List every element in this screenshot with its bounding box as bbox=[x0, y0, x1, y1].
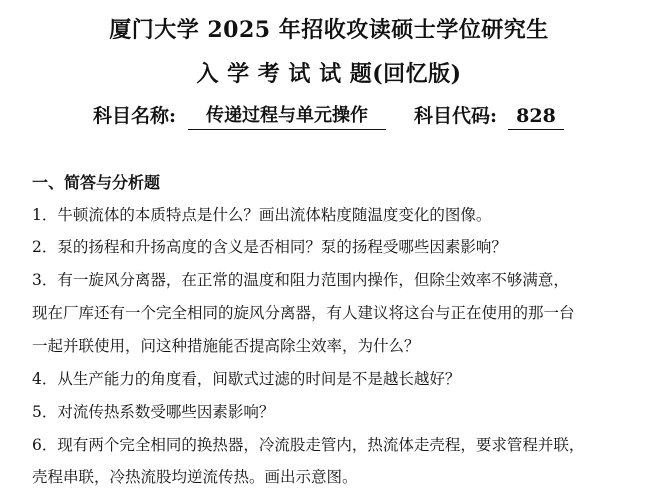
question-4: 4．从生产能力的角度看，间歇式过滤的时间是不是越长越好？ bbox=[32, 370, 461, 388]
subject-name-label: 科目名称: bbox=[93, 105, 177, 127]
question-6-line-2: 壳程串联，冷热流股均逆流传热。画出示意图。 bbox=[32, 468, 358, 486]
question-3-line-1: 3．有一旋风分离器，在正常的温度和阻力范围内操作，但除尘效率不够满意， bbox=[32, 271, 569, 289]
question-2: 2．泵的扬程和升扬高度的含义是否相同？泵的扬程受哪些因素影响？ bbox=[32, 238, 507, 256]
subject-code-value: 828 bbox=[508, 103, 564, 130]
subject-name-value: 传递过程与单元操作 bbox=[188, 103, 386, 130]
question-6-line-1: 6．现有两个完全相同的换热器，冷流股走管内，热流体走壳程，要求管程并联， bbox=[32, 436, 585, 454]
subject-code-label: 科目代码: bbox=[414, 105, 498, 127]
question-3-line-2: 现在厂库还有一个完全相同的旋风分离器，有人建议将这台与正在使用的那一台 bbox=[32, 304, 575, 322]
exam-subtitle: 入 学 考 试 试 题(回忆版) bbox=[196, 61, 462, 87]
question-5: 5．对流传热系数受哪些因素影响？ bbox=[32, 403, 275, 421]
section-heading: 一、简答与分析题 bbox=[32, 173, 161, 192]
question-3-line-3: 一起并联使用，问这种措施能否提高除尘效率，为什么？ bbox=[32, 337, 420, 355]
question-1: 1．牛顿流体的本质特点是什么？画出流体粘度随温度变化的图像。 bbox=[32, 206, 492, 224]
exam-title: 厦门大学 2025 年招收攻读硕士学位研究生 bbox=[109, 17, 549, 43]
